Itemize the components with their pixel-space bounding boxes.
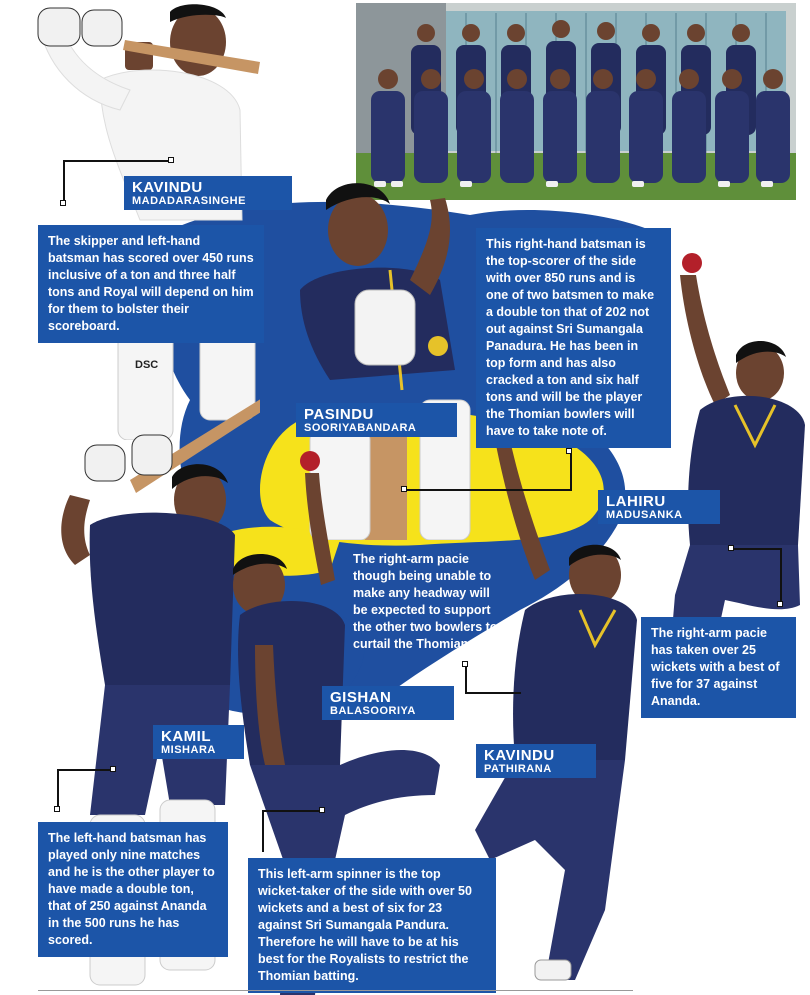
connector-dot (777, 601, 783, 607)
name-label-lahiru-madusanka (598, 490, 720, 524)
player-first-name: PASINDU (304, 406, 374, 423)
player-last-name: MISHARA (161, 744, 216, 756)
player-last-name: BALASOORIYA (330, 705, 416, 717)
description-kavindu-pathirana: This left-arm spinner is the top wicket-taker of the side with over 50 wickets and a best of six for 23 against Sri Sumangala Pandura. Therefore he will have to be at his best for the Royalists to restrict the Thomian batting. (248, 858, 496, 993)
connector-pasindu-sooriyabandara (404, 451, 572, 491)
name-label-gishan-balasooriya (322, 686, 454, 720)
connector-kavindu-pathirana (262, 810, 324, 852)
connector-dot (566, 448, 572, 454)
connector-dot (168, 157, 174, 163)
connector-dot (110, 766, 116, 772)
connector-lahiru-madusanka (731, 548, 782, 606)
connector-gishan-balasooriya (465, 664, 521, 694)
connector-dot (401, 486, 407, 492)
connector-dot (319, 807, 325, 813)
player-photo-kavindu-madadarasinghe (30, 0, 300, 440)
connector-dot (462, 661, 468, 667)
name-label-kavindu-pathirana (476, 744, 596, 778)
connector-dot (728, 545, 734, 551)
connector-kamil-mishara (57, 769, 115, 811)
player-last-name: MADUSANKA (606, 509, 683, 521)
player-first-name: KAVINDU (484, 747, 555, 764)
name-label-kamil-mishara (153, 725, 244, 759)
description-lahiru-madusanka: The right-arm pacie has taken over 25 wickets with a best of five for 37 against Ananda. (641, 617, 796, 718)
player-first-name: KAVINDU (132, 179, 203, 196)
player-last-name: SOORIYABANDARA (304, 422, 417, 434)
name-label-kavindu-madadarasinghe (124, 176, 292, 210)
player-last-name: MADADARASINGHE (132, 195, 246, 207)
player-last-name: PATHIRANA (484, 763, 552, 775)
description-kavindu-madadarasinghe: The skipper and left-hand batsman has scored over 450 runs inclusive of a ton and three half tons and Royal will depend on him for them to bolster their scoreboard. (38, 225, 264, 343)
description-kamil-mishara: The left-hand batsman has played only nine matches and he is the other player to have made a double ton, that of 250 against Ananda in the 500 runs he has scored. (38, 822, 228, 957)
name-label-pasindu-sooriyabandara (296, 403, 457, 437)
description-gishan-balasooriya: The right-arm pacie though being unable to make any headway will be expected to support the other two bowlers to curtail the Thomians. (353, 552, 498, 651)
svg-text:DSC: DSC (135, 359, 159, 371)
player-first-name: LAHIRU (606, 493, 666, 510)
player-first-name: GISHAN (330, 689, 392, 706)
bottom-rule (38, 990, 633, 991)
player-first-name: KAMIL (161, 728, 211, 745)
connector-dot (54, 806, 60, 812)
connector-dot (60, 200, 66, 206)
description-pasindu-sooriyabandara: This right-hand batsman is the top-scorer of the side with over 850 runs and is one of two batsmen to make a double ton that of 202 not out against Sri Sumangala Panadura. He has been in top form and has also cracked a ton and six half tons and will be the player the Thomian bowlers will have to take note of. (476, 228, 671, 448)
